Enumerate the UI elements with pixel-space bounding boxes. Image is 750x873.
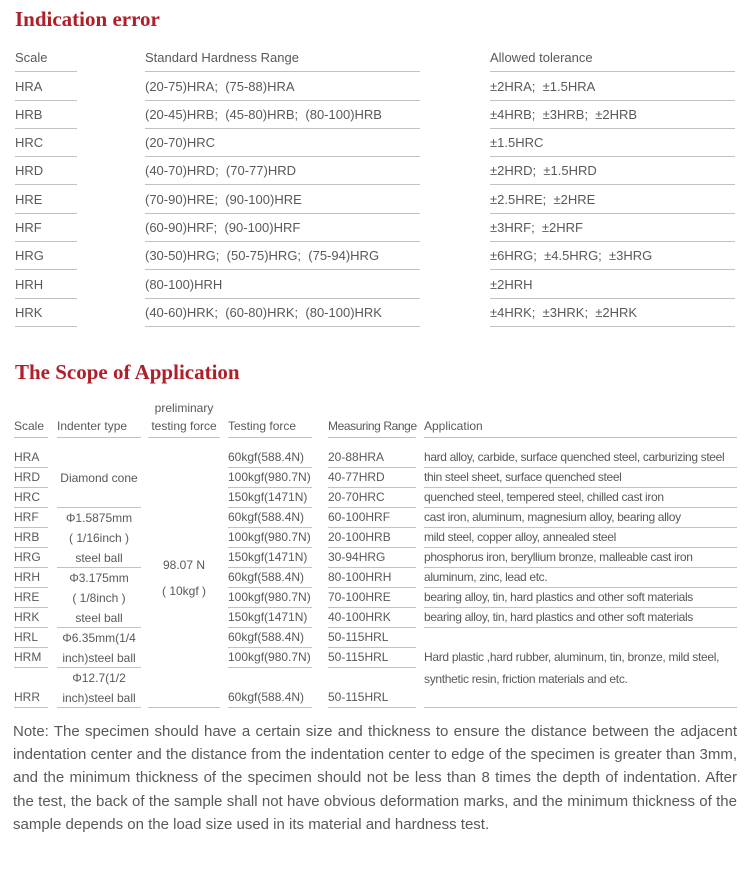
indenter-cell: Φ12.7(1/2 inch)steel ball	[57, 668, 141, 708]
range-value: (20-75)HRA; (75-88)HRA	[145, 78, 295, 94]
testing-force-cell: 150kgf(1471N)	[228, 548, 312, 568]
section-title-indication-error: Indication error	[15, 7, 160, 31]
application-cell: phosphorus iron, beryllium bronze, malleable cast iron	[424, 548, 737, 568]
scale-cell	[15, 101, 77, 129]
header-label: Measuring Range	[328, 419, 417, 433]
application-cell: mild steel, copper alloy, annealed steel	[424, 528, 737, 548]
tolerance-cell	[490, 242, 735, 270]
table-row	[15, 157, 735, 185]
tolerance-cell	[490, 185, 735, 213]
scope-of-application-table	[0, 398, 750, 711]
scale-cell: HRH	[14, 568, 48, 588]
application-cell: thin steel sheet, surface quenched steel	[424, 468, 737, 488]
tolerance-cell	[490, 129, 735, 157]
tolerance-value: ±2HRH	[490, 276, 533, 292]
range-value: (60-90)HRF; (90-100)HRF	[145, 220, 301, 236]
range-value: (30-50)HRG; (50-75)HRG; (75-94)HRG	[145, 248, 380, 264]
testing-force-cell: 60kgf(588.4N)	[228, 628, 312, 648]
section-title-scope-of-application: The Scope of Application	[15, 360, 240, 384]
note-text: Note: The specimen should have a certain size and thickness to ensure the distance between the adjacent indentation center and the distance from the indentation center to edge of the specimen is greater than 3mm, and the minimum thickness of the specimen should not be less than 8 times the depth of indentation. After the test, the back of the sample shall not have obvious deformation marks, and the minimum thickness of the sample depends on the load size used in its material and hardness test.	[13, 723, 737, 833]
tolerance-value: ±3HRF; ±2HRF	[490, 220, 583, 236]
indenter-cell: Φ1.5875mm ( 1/16inch ) steel ball	[57, 508, 141, 568]
tolerance-value: ±6HRG; ±4.5HRG; ±3HRG	[490, 248, 653, 264]
scale-cell	[15, 72, 77, 100]
scale-value: HRG	[15, 248, 44, 264]
scale-value: HRC	[15, 135, 44, 151]
scale-cell: HRB	[14, 528, 48, 548]
testing-force-cell: 100kgf(980.7N)	[228, 648, 312, 668]
scale-value: HRF	[15, 220, 42, 236]
scale-cell	[15, 299, 77, 327]
table-row	[15, 299, 735, 327]
table-body	[0, 448, 750, 708]
range-cell	[145, 129, 420, 157]
tolerance-cell	[490, 72, 735, 100]
table-row	[15, 72, 735, 100]
header-indenter-type	[57, 398, 141, 438]
scale-value: HRB	[15, 106, 43, 122]
testing-force-column	[228, 448, 312, 708]
tolerance-value: ±1.5HRC	[490, 135, 544, 151]
measuring-range-cell: 30-94HRG	[328, 548, 416, 568]
range-cell	[145, 270, 420, 298]
scale-cell: HRG	[14, 548, 48, 568]
header-label: Scale	[14, 419, 45, 433]
range-value: (40-60)HRK; (60-80)HRK; (80-100)HRK	[145, 304, 382, 320]
scale-cell: HRR	[14, 668, 48, 708]
testing-force-cell: 60kgf(588.4N)	[228, 668, 312, 708]
tolerance-cell	[490, 214, 735, 242]
measuring-range-cell: 70-100HRE	[328, 588, 416, 608]
testing-force-cell: 100kgf(980.7N)	[228, 588, 312, 608]
application-cell-group: Hard plastic ,hard rubber, aluminum, tin, bronze, mild steel, synthetic resin, friction materials and etc.	[424, 628, 737, 708]
range-value: (20-45)HRB; (45-80)HRB; (80-100)HRB	[145, 106, 382, 122]
range-cell	[145, 72, 420, 100]
tolerance-value: ±4HRK; ±3HRK; ±2HRK	[490, 304, 638, 320]
testing-force-cell: 100kgf(980.7N)	[228, 468, 312, 488]
scale-value: HRA	[15, 78, 43, 94]
scale-cell: HRL	[14, 628, 48, 648]
tolerance-value: ±2HRD; ±1.5HRD	[490, 163, 597, 179]
header-label: Application	[424, 419, 483, 433]
testing-force-cell: 100kgf(980.7N)	[228, 528, 312, 548]
range-cell	[145, 242, 420, 270]
application-cell: cast iron, aluminum, magnesium alloy, bearing alloy	[424, 508, 737, 528]
header-label: Indenter type	[57, 419, 128, 433]
range-cell	[145, 299, 420, 327]
measuring-range-cell: 50-115HRL	[328, 648, 416, 668]
scale-cell: HRK	[14, 608, 48, 628]
measuring-range-cell: 40-100HRK	[328, 608, 416, 628]
header-preliminary-testing-force	[148, 398, 220, 438]
table-row	[15, 214, 735, 242]
header-label: preliminary	[154, 401, 214, 415]
measuring-range-column	[328, 448, 416, 708]
scale-value: HRK	[15, 304, 43, 320]
measuring-range-cell: 20-100HRB	[328, 528, 416, 548]
range-cell	[145, 185, 420, 213]
header-label: Standard Hardness Range	[145, 50, 299, 66]
indenter-type-column	[57, 448, 141, 708]
scale-cell: HRA	[14, 448, 48, 468]
scale-value: HRD	[15, 163, 44, 179]
range-cell	[145, 101, 420, 129]
tolerance-cell	[490, 299, 735, 327]
preliminary-testing-force-column	[148, 448, 220, 708]
tolerance-value: ±2.5HRE; ±2HRE	[490, 191, 596, 207]
scale-cell: HRC	[14, 488, 48, 508]
range-value: (70-90)HRE; (90-100)HRE	[145, 191, 302, 207]
indenter-cell: Diamond cone	[57, 448, 141, 508]
header-application	[424, 398, 737, 438]
preliminary-force-cell: 98.07 N ( 10kgf )	[148, 448, 220, 708]
range-value: (40-70)HRD; (70-77)HRD	[145, 163, 296, 179]
header-measuring-range	[328, 398, 416, 438]
header-label: Allowed tolerance	[490, 50, 593, 66]
measuring-range-cell: 40-77HRD	[328, 468, 416, 488]
range-cell	[145, 157, 420, 185]
table-header-row	[15, 44, 735, 72]
scale-cell	[15, 129, 77, 157]
scale-cell	[15, 242, 77, 270]
table-row	[15, 101, 735, 129]
table-row	[15, 242, 735, 270]
header-testing-force	[228, 398, 312, 438]
header-standard-hardness-range	[145, 44, 420, 72]
header-allowed-tolerance	[490, 44, 735, 72]
testing-force-cell: 150kgf(1471N)	[228, 488, 312, 508]
indenter-cell: Φ6.35mm(1/4 inch)steel ball	[57, 628, 141, 668]
application-cell: quenched steel, tempered steel, chilled cast iron	[424, 488, 737, 508]
measuring-range-cell: 20-70HRC	[328, 488, 416, 508]
scale-cell: HRE	[14, 588, 48, 608]
tolerance-cell	[490, 270, 735, 298]
testing-force-cell: 60kgf(588.4N)	[228, 448, 312, 468]
tolerance-cell	[490, 101, 735, 129]
table-row	[15, 185, 735, 213]
measuring-range-cell: 50-115HRL	[328, 668, 416, 708]
header-label: Scale	[15, 50, 48, 66]
measuring-range-cell: 60-100HRF	[328, 508, 416, 528]
measuring-range-cell: 80-100HRH	[328, 568, 416, 588]
application-column	[424, 448, 737, 708]
indication-error-table	[15, 44, 735, 327]
column-gap	[77, 44, 145, 72]
tolerance-value: ±4HRB; ±3HRB; ±2HRB	[490, 106, 638, 122]
table-header-row	[0, 398, 750, 438]
indenter-cell: Φ3.175mm ( 1/8inch ) steel ball	[57, 568, 141, 628]
tolerance-value: ±2HRA; ±1.5HRA	[490, 78, 596, 94]
testing-force-cell: 60kgf(588.4N)	[228, 568, 312, 588]
scale-cell	[15, 185, 77, 213]
range-value: (80-100)HRH	[145, 276, 223, 292]
scale-cell: HRF	[14, 508, 48, 528]
scale-cell	[15, 214, 77, 242]
scale-cell	[15, 157, 77, 185]
testing-force-cell: 60kgf(588.4N)	[228, 508, 312, 528]
column-gap	[420, 44, 490, 72]
scale-value: HRH	[15, 276, 44, 292]
measuring-range-cell: 50-115HRL	[328, 628, 416, 648]
header-label: Testing force	[228, 419, 297, 433]
scale-cell: HRD	[14, 468, 48, 488]
scale-cell	[15, 270, 77, 298]
range-value: (20-70)HRC	[145, 135, 216, 151]
application-cell: bearing alloy, tin, hard plastics and other soft materials	[424, 608, 737, 628]
table-row	[15, 270, 735, 298]
range-cell	[145, 214, 420, 242]
application-cell: bearing alloy, tin, hard plastics and other soft materials	[424, 588, 737, 608]
tolerance-cell	[490, 157, 735, 185]
header-label: testing force	[151, 419, 217, 433]
scale-column	[14, 448, 48, 708]
application-cell: aluminum, zinc, lead etc.	[424, 568, 737, 588]
header-scale	[14, 398, 48, 438]
header-scale	[15, 44, 77, 72]
application-cell: hard alloy, carbide, surface quenched steel, carburizing steel	[424, 448, 737, 468]
scale-cell: HRM	[14, 648, 48, 668]
testing-force-cell: 150kgf(1471N)	[228, 608, 312, 628]
table-row	[15, 129, 735, 157]
scale-value: HRE	[15, 191, 43, 207]
measuring-range-cell: 20-88HRA	[328, 448, 416, 468]
